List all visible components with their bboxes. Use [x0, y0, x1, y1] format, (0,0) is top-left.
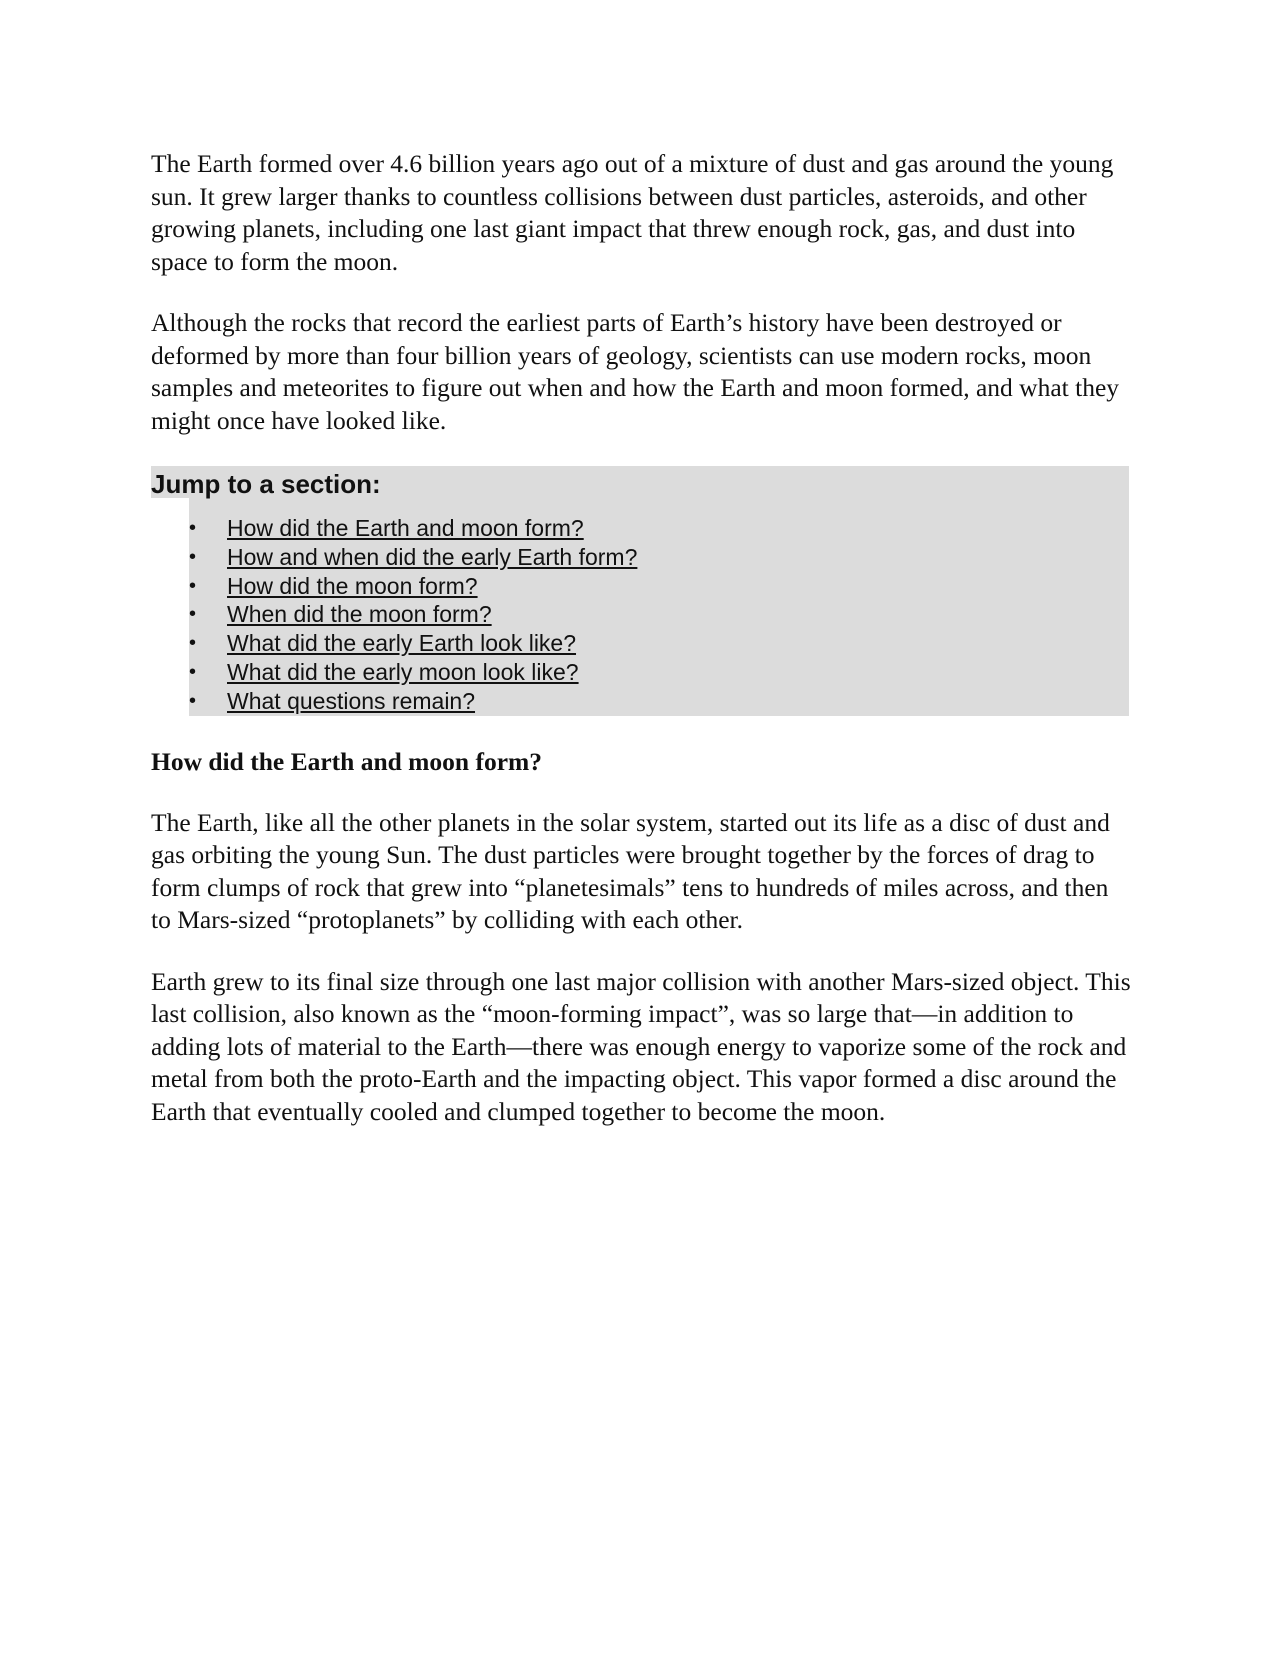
- bullet-icon: •: [189, 545, 197, 568]
- bullet-icon: •: [189, 632, 197, 655]
- toc-link-moon-form[interactable]: How did the moon form?: [227, 572, 478, 599]
- toc-list-item: [189, 514, 1129, 543]
- toc-list-box: [189, 498, 1129, 716]
- document-page: [151, 148, 1131, 1157]
- toc-heading-bar: [151, 466, 1129, 498]
- toc-link-early-moon-look[interactable]: What did the early moon look like?: [227, 658, 579, 685]
- toc-link-questions-remain[interactable]: What questions remain?: [227, 687, 476, 714]
- bullet-icon: •: [189, 660, 197, 683]
- toc-link-earth-moon-form[interactable]: How did the Earth and moon form?: [227, 515, 584, 541]
- toc-list-item: [189, 600, 1129, 629]
- section-navigation: [151, 466, 1131, 716]
- section-paragraph-1: The Earth, like all the other planets in the solar system, started out its life as a disc of dust and gas orbiting the young Sun. The dust particles were brought together by the forces of drag to form clumps of rock that grew into “planetesimals” tens to hundreds of miles across, and then to Mars-sized “protoplanets” by colliding with each other.: [151, 807, 1110, 935]
- toc-list-item: [189, 629, 1129, 658]
- bullet-icon: •: [189, 574, 197, 597]
- section-heading: How did the Earth and moon form?: [151, 746, 543, 776]
- toc-link-moon-when[interactable]: When did the moon form?: [227, 601, 492, 628]
- toc-list-item: [189, 658, 1129, 687]
- section-paragraph-2: Earth grew to its final size through one last major collision with another Mars-sized object. This last collision, also known as the “moon-forming impact”, was so large that—in addition to adding lots of material to the Earth—there was enough energy to vaporize some of the rock and metal from both the proto-Earth and the impacting object. This vapor formed a disc around the Earth that eventually cooled and clumped together to become the moon.: [151, 966, 1131, 1126]
- toc-link-early-earth-look[interactable]: What did the early Earth look like?: [227, 630, 577, 657]
- toc-list-item: [189, 572, 1129, 601]
- intro-paragraph-1: The Earth formed over 4.6 billion years ago out of a mixture of dust and gas around the young sun. It grew larger thanks to countless collisions between dust particles, asteroids, and other growing planets, including one last giant impact that threw enough rock, gas, and dust into space to form the moon.: [151, 149, 1114, 276]
- toc-heading: Jump to a section:: [151, 469, 381, 499]
- bullet-icon: •: [189, 603, 197, 626]
- toc-link-early-earth-form[interactable]: How and when did the early Earth form?: [227, 543, 638, 570]
- toc-list-item: [189, 543, 1129, 572]
- toc-list: [189, 498, 1129, 716]
- toc-list-item: [189, 687, 1129, 716]
- intro-paragraph-2: Although the rocks that record the earliest parts of Earth’s history have been destroyed or deformed by more than four billion years of geology, scientists can use modern rocks, moon samples and meteorites to figure out when and how the Earth and moon formed, and what they might once have looked like.: [151, 308, 1120, 435]
- bullet-icon: •: [189, 517, 197, 539]
- bullet-icon: •: [189, 689, 197, 712]
